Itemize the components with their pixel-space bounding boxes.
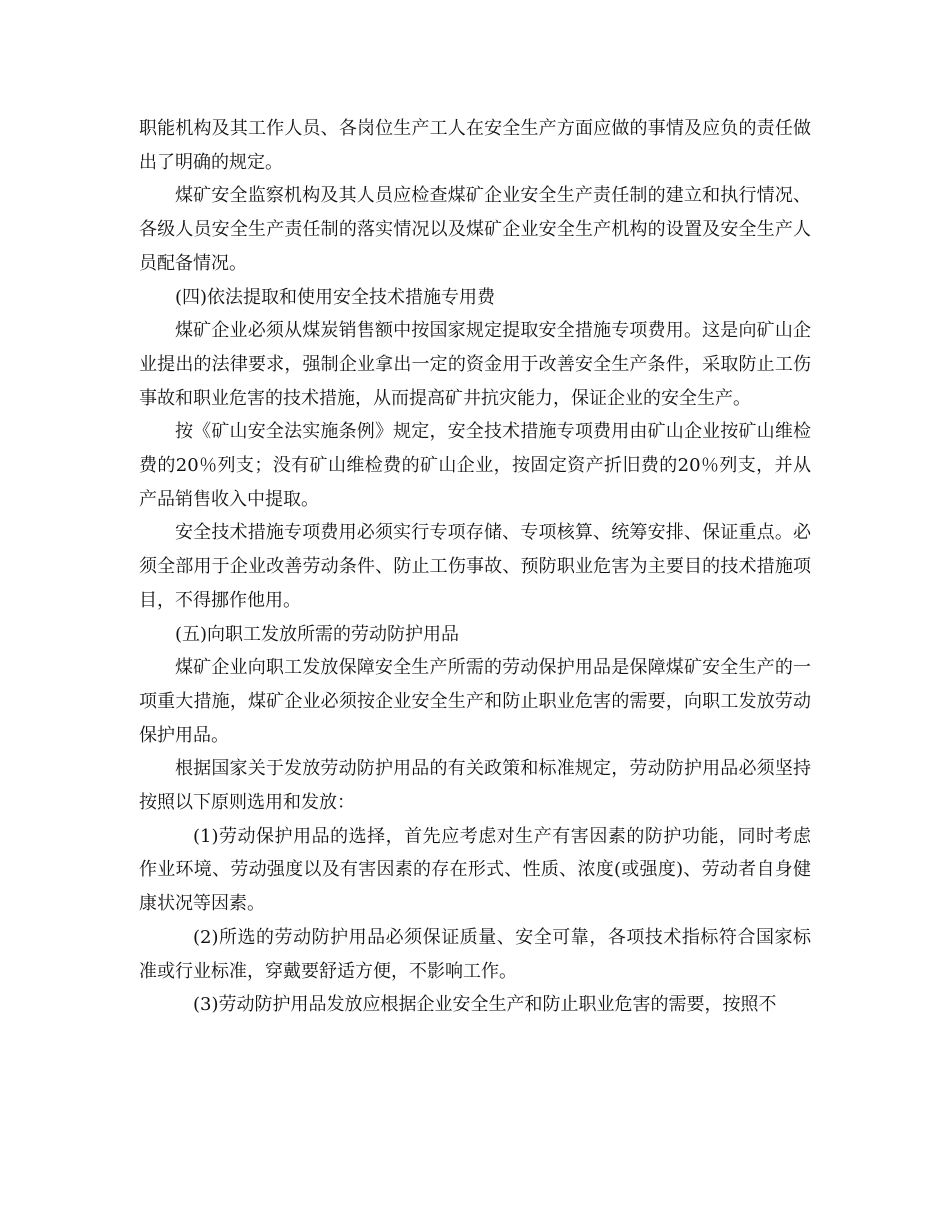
section-heading-4: (四)依法提取和使用安全技术措施专用费 [175, 286, 496, 308]
paragraph-inspection: 煤矿安全监察机构及其人员应检查煤矿企业安全生产责任制的建立和执行情况、各级人员安全生产责任制的落实情况以及煤矿企业安全生产机构的设置及安全生产人员配备情况。 [139, 185, 811, 274]
paragraph-continuation: 职能机构及其工作人员、各岗位生产工人在安全生产方面应做的事情及应负的责任做出了明确的规定。 [139, 118, 811, 173]
paragraph-safety-fund: 煤矿企业必须从煤炭销售额中按国家规定提取安全措施专项费用。这是向矿山企业提出的法律要求，强制企业拿出一定的资金用于改善安全生产条件，采取防止工伤事故和职业危害的技术措施，从而提高矿井抗灾能力，保证企业的安全生产。 [139, 320, 811, 409]
paragraph-principles: 根据国家关于发放劳动防护用品的有关政策和标准规定，劳动防护用品必须坚持按照以下原则选用和发放： [139, 758, 811, 814]
list-item-1: (1)劳动保护用品的选择，首先应考虑对生产有害因素的防护功能，同时考虑作业环境、劳动强度以及有害因素的存在形式、性质、浓度(或强度)、劳动者自身健康状况等因素。 [139, 825, 811, 915]
paragraph-fund-usage: 安全技术措施专项费用必须实行专项存储、专项核算、统筹安排、保证重点。必须全部用于企业改善劳动条件、防止工伤事故、预防职业危害为主要目的技术措施项目，不得挪作他用。 [139, 522, 811, 611]
document-body [139, 112, 811, 1022]
section-heading-5: (五)向职工发放所需的劳动防护用品 [175, 623, 460, 645]
list-item-3: (3)劳动防护用品发放应根据企业安全生产和防止职业危害的需要，按照不 [193, 994, 777, 1016]
paragraph-regulation: 按《矿山安全法实施条例》规定，安全技术措施专项费用由矿山企业按矿山维检费的20％列支；没有矿山维检费的矿山企业，按固定资产折旧费的20％列支，并从产品销售收入中提取。 [139, 421, 811, 510]
list-item-2: (2)所选的劳动防护用品必须保证质量、安全可靠，各项技术指标符合国家标准或行业标准，穿戴要舒适方便，不影响工作。 [139, 926, 811, 982]
paragraph-protective-gear: 煤矿企业向职工发放保障安全生产所需的劳动保护用品是保障煤矿安全生产的一项重大措施，煤矿企业必须按企业安全生产和防止职业危害的需要，向职工发放劳动保护用品。 [139, 657, 811, 746]
